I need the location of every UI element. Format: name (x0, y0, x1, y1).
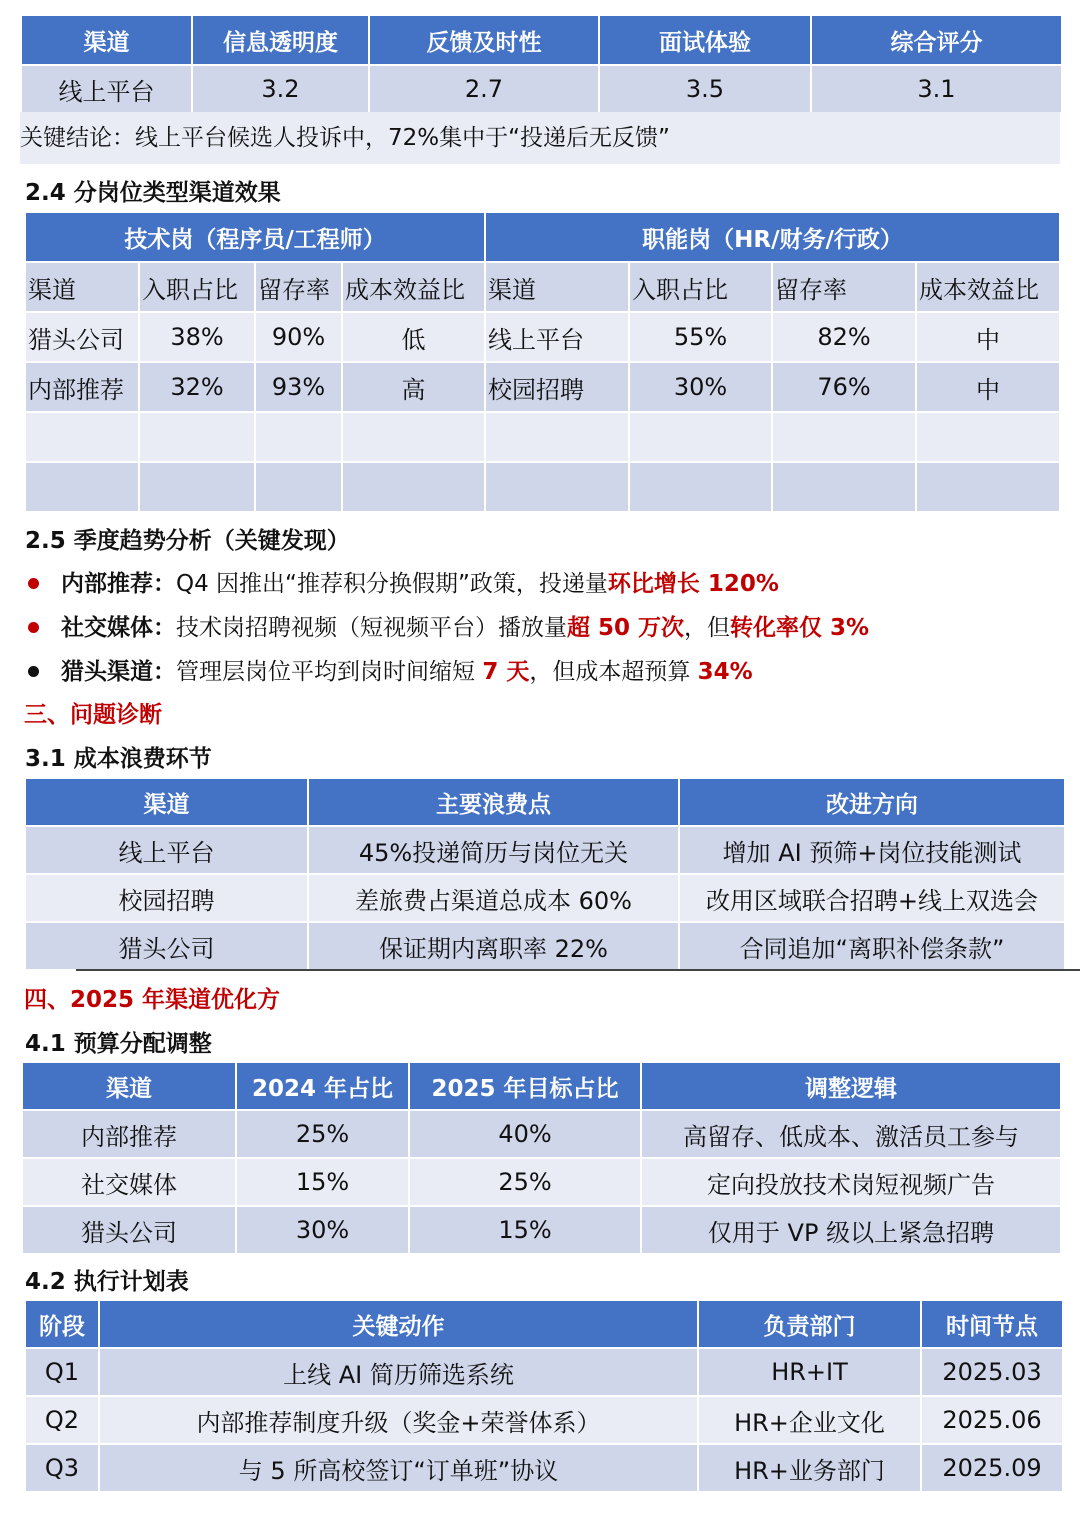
table-cell: 定向投放技术岗短视频广告 (641, 1158, 1061, 1206)
header-cell: 信息透明度 (192, 15, 369, 65)
table-cell: 30% (236, 1206, 409, 1254)
table-cell: 合同追加“离职补偿条款” (679, 922, 1065, 970)
empty-cell (139, 462, 255, 512)
table-cell: 猎头公司 (25, 312, 139, 362)
bullet-label: 社交媒体： (61, 615, 176, 641)
header-cell: 阶段 (25, 1300, 99, 1348)
table-cell: 25% (236, 1110, 409, 1158)
subheader-cell: 渠道 (485, 262, 629, 312)
execution-plan-table (24, 1299, 1064, 1493)
table-cell: 2.7 (369, 65, 599, 113)
table-cell: 93% (255, 362, 342, 412)
table-cell: 90% (255, 312, 342, 362)
header-cell: 改进方向 (679, 778, 1065, 826)
table-cell: 社交媒体 (22, 1158, 236, 1206)
empty-cell (342, 412, 485, 462)
table-cell: 上线 AI 简历筛选系统 (99, 1348, 698, 1396)
section-heading-4: 四、2025 年渠道优化方 (24, 987, 281, 1013)
table-cell: 2025.06 (921, 1396, 1063, 1444)
bullet-text: 管理层岗位平均到岗时间缩短 (176, 659, 483, 685)
table-cell: HR+IT (698, 1348, 921, 1396)
header-cell: 调整逻辑 (641, 1062, 1061, 1110)
table-cell: 内部推荐 (22, 1110, 236, 1158)
finding-bullet-internal-referral (24, 565, 779, 598)
table-cell: 线上平台 (25, 826, 308, 874)
section-heading-2-4: 2.4 分岗位类型渠道效果 (25, 180, 281, 206)
bullet-highlight: 转化率仅 3% (730, 615, 870, 641)
table-cell: 中 (916, 362, 1060, 412)
subheader-cell: 入职占比 (139, 262, 255, 312)
table-cell: HR+业务部门 (698, 1444, 921, 1492)
empty-cell (25, 412, 139, 462)
budget-allocation-table (21, 1061, 1062, 1255)
table-cell: 保证期内离职率 22% (308, 922, 679, 970)
table-cell: 内部推荐制度升级（奖金+荣誉体系） (99, 1396, 698, 1444)
header-cell: 反馈及时性 (369, 15, 599, 65)
table-cell: 15% (236, 1158, 409, 1206)
table-cell: 45%投递简历与岗位无关 (308, 826, 679, 874)
empty-cell (485, 462, 629, 512)
table-cell: 差旅费占渠道总成本 60% (308, 874, 679, 922)
empty-cell (916, 412, 1060, 462)
job-type-channel-table (24, 211, 1061, 513)
satisfaction-table (20, 14, 1063, 114)
subheader-cell: 入职占比 (629, 262, 772, 312)
subheader-cell: 留存率 (772, 262, 916, 312)
table-cell: HR+企业文化 (698, 1396, 921, 1444)
subheader-cell: 留存率 (255, 262, 342, 312)
table-cell: Q2 (25, 1396, 99, 1444)
table-cell: 校园招聘 (485, 362, 629, 412)
subheader-cell: 渠道 (25, 262, 139, 312)
table-cell: 仅用于 VP 级以上紧急招聘 (641, 1206, 1061, 1254)
table-cell: 30% (629, 362, 772, 412)
section-heading-3-1: 3.1 成本浪费环节 (25, 746, 212, 772)
table-cell: 55% (629, 312, 772, 362)
empty-cell (255, 462, 342, 512)
bullet-text: ，但成本超预算 (529, 659, 698, 685)
header-cell: 2024 年占比 (236, 1062, 409, 1110)
bullet-highlight: 7 天 (482, 659, 530, 685)
empty-cell (139, 412, 255, 462)
table-cell: 25% (409, 1158, 641, 1206)
table-cell: 校园招聘 (25, 874, 308, 922)
empty-cell (772, 462, 916, 512)
table-cell: 猎头公司 (22, 1206, 236, 1254)
table-cell: 3.5 (599, 65, 811, 113)
group-header-tech: 技术岗（程序员/工程师） (25, 212, 485, 262)
table-cell: 猎头公司 (25, 922, 308, 970)
table-cell: 15% (409, 1206, 641, 1254)
black-bullet-icon (28, 666, 39, 677)
table-cell: 高 (342, 362, 485, 412)
table-cell: 增加 AI 预筛+岗位技能测试 (679, 826, 1065, 874)
bullet-highlight: 环比增长 120% (607, 571, 779, 597)
key-conclusion: 关键结论：线上平台候选人投诉中，72%集中于“投递后无反馈” (20, 112, 1060, 164)
section-heading-3: 三、问题诊断 (24, 702, 162, 728)
table-cell: 40% (409, 1110, 641, 1158)
header-cell: 主要浪费点 (308, 778, 679, 826)
header-cell: 渠道 (22, 1062, 236, 1110)
section-heading-2-5: 2.5 季度趋势分析（关键发现） (25, 528, 350, 554)
table-cell: 32% (139, 362, 255, 412)
header-cell: 综合评分 (811, 15, 1062, 65)
section-heading-4-2: 4.2 执行计划表 (25, 1269, 189, 1295)
header-cell: 面试体验 (599, 15, 811, 65)
empty-cell (772, 412, 916, 462)
bullet-label: 内部推荐： (61, 571, 176, 597)
table-cell: 高留存、低成本、激活员工参与 (641, 1110, 1061, 1158)
empty-cell (916, 462, 1060, 512)
bullet-text: 技术岗招聘视频（短视频平台）播放量 (176, 615, 567, 641)
header-cell: 关键动作 (99, 1300, 698, 1348)
table-cell: Q3 (25, 1444, 99, 1492)
empty-cell (629, 412, 772, 462)
header-cell: 时间节点 (921, 1300, 1063, 1348)
header-cell: 2025 年目标占比 (409, 1062, 641, 1110)
table-cell: 3.2 (192, 65, 369, 113)
subheader-cell: 成本效益比 (342, 262, 485, 312)
cost-waste-table (24, 777, 1066, 971)
bullet-label: 猎头渠道： (61, 659, 176, 685)
bullet-highlight: 超 50 万次 (567, 615, 685, 641)
header-cell: 渠道 (21, 15, 192, 65)
subheader-cell: 成本效益比 (916, 262, 1060, 312)
table-cell: 38% (139, 312, 255, 362)
finding-bullet-social-media (24, 609, 869, 642)
table-cell: 82% (772, 312, 916, 362)
bullet-text: ，但 (684, 615, 731, 641)
empty-cell (629, 462, 772, 512)
table-cell: 中 (916, 312, 1060, 362)
red-bullet-icon (28, 622, 39, 633)
bullet-highlight: 34% (697, 659, 753, 685)
empty-cell (255, 412, 342, 462)
table-cell: 与 5 所高校签订“订单班”协议 (99, 1444, 698, 1492)
table-cell: 76% (772, 362, 916, 412)
empty-cell (25, 462, 139, 512)
table-cell: 线上平台 (21, 65, 192, 113)
table-cell: 3.1 (811, 65, 1062, 113)
header-cell: 渠道 (25, 778, 308, 826)
red-bullet-icon (28, 578, 39, 589)
bullet-text: Q4 因推出“推荐积分换假期”政策，投递量 (176, 571, 608, 597)
table-cell: 低 (342, 312, 485, 362)
table-cell: 2025.03 (921, 1348, 1063, 1396)
empty-cell (342, 462, 485, 512)
divider (76, 969, 1080, 971)
table-cell: 内部推荐 (25, 362, 139, 412)
empty-cell (485, 412, 629, 462)
table-cell: Q1 (25, 1348, 99, 1396)
table-cell: 改用区域联合招聘+线上双选会 (679, 874, 1065, 922)
table-cell: 线上平台 (485, 312, 629, 362)
section-heading-4-1: 4.1 预算分配调整 (25, 1031, 212, 1057)
finding-bullet-headhunter (24, 653, 753, 686)
group-header-functional: 职能岗（HR/财务/行政） (485, 212, 1060, 262)
table-cell: 2025.09 (921, 1444, 1063, 1492)
header-cell: 负责部门 (698, 1300, 921, 1348)
